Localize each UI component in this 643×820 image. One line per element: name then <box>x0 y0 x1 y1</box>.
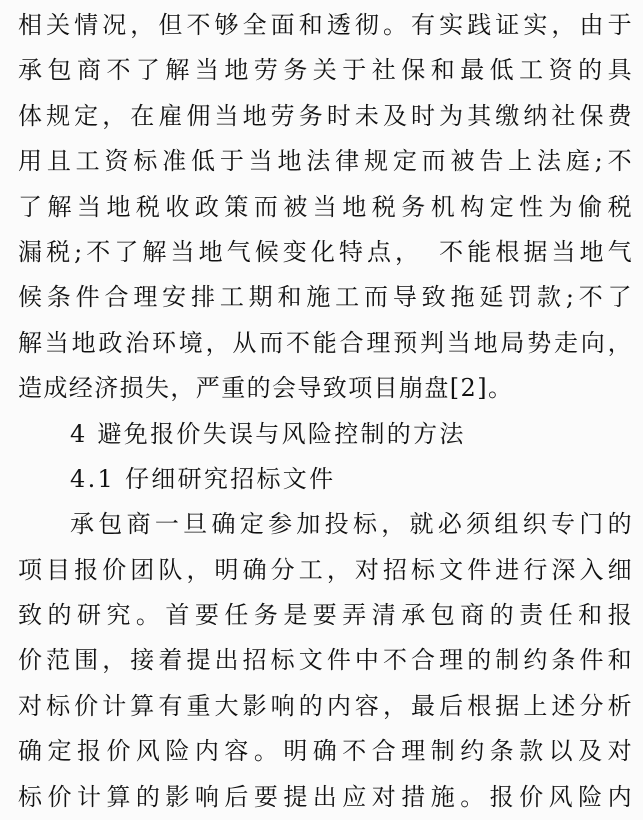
paragraph-line: 漏税;不了解当地气候变化特点， 不能根据当地气 <box>18 237 633 266</box>
paragraph-line: 了解当地税收政策而被当地税务机构定性为偷税 <box>18 192 633 221</box>
paragraph-line: 承包商一旦确定参加投标，就必须组织专门的 <box>70 510 633 539</box>
paragraph-line: 造成经济损失，严重的会导致项目崩盘[2]。 <box>18 374 514 403</box>
paragraph-line: 体规定，在雇佣当地劳务时未及时为其缴纳社保费 <box>18 101 633 130</box>
paragraph-line: 确定报价风险内容。明确不合理制约条款以及对 <box>18 737 633 766</box>
paragraph-line: 相关情况，但不够全面和透彻。有实践证实，由于 <box>18 11 633 39</box>
paragraph-line: 标价计算的影响后要提出应对措施。报价风险内 <box>18 782 633 811</box>
paragraph-line: 解当地政治环境，从而不能合理预判当地局势走向， <box>18 328 633 357</box>
paragraph-line: 用且工资标准低于当地法律规定而被告上法庭;不 <box>18 147 633 176</box>
subsection-heading: 4.1 仔细研究招标文件 <box>70 464 336 493</box>
paragraph-line: 致的研究。首要任务是要弄清承包商的责任和报 <box>18 601 633 630</box>
paragraph-line: 项目报价团队，明确分工，对招标文件进行深入细 <box>18 555 633 584</box>
paragraph-line: 对标价计算有重大影响的内容，最后根据上述分析 <box>18 691 633 720</box>
section-heading: 4 避免报价失误与风险控制的方法 <box>70 419 466 448</box>
paragraph-line: 价范围，接着提出招标文件中不合理的制约条件和 <box>18 646 633 675</box>
paragraph-line: 承包商不了解当地劳务关于社保和最低工资的具 <box>18 56 633 85</box>
paragraph-line: 候条件合理安排工期和施工而导致拖延罚款;不了 <box>18 283 633 312</box>
